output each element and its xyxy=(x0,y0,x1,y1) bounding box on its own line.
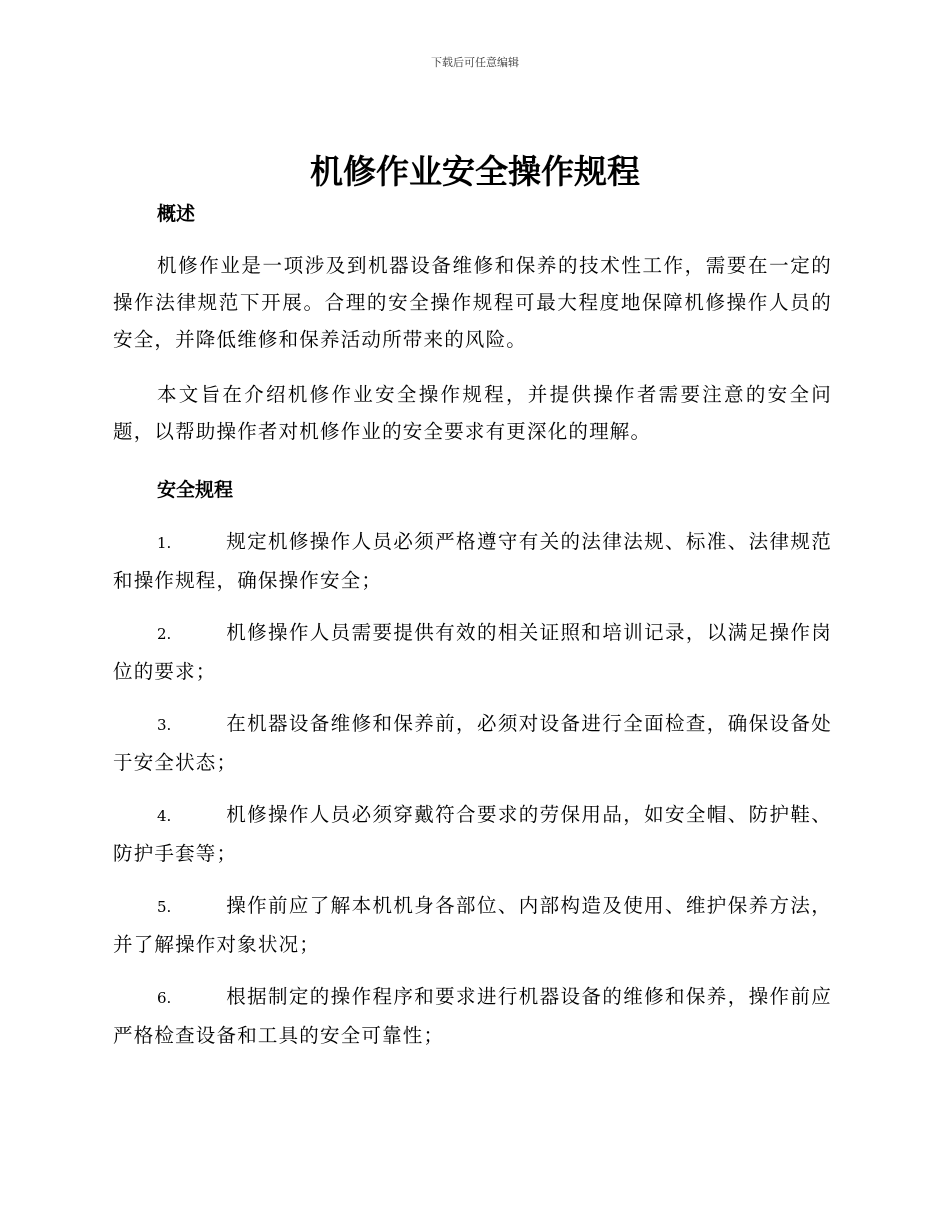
rule-item xyxy=(113,614,832,690)
document-body xyxy=(113,196,832,1069)
rule-number: 1. xyxy=(157,534,172,552)
rule-text: 机修操作人员需要提供有效的相关证照和培训记录，以满足操作岗位的要求； xyxy=(113,621,832,683)
rule-item xyxy=(113,978,832,1054)
rule-item xyxy=(113,796,832,872)
rule-text: 规定机修操作人员必须严格遵守有关的法律法规、标准、法律规范和操作规程，确保操作安全； xyxy=(113,530,832,592)
rule-number: 4. xyxy=(157,807,172,825)
rule-number: 6. xyxy=(157,989,172,1007)
rule-item xyxy=(113,887,832,963)
rules-heading: 安全规程 xyxy=(157,479,234,501)
rule-number: 5. xyxy=(157,898,172,916)
document-title: 机修作业安全操作规程 xyxy=(310,152,640,191)
rule-text: 根据制定的操作程序和要求进行机器设备的维修和保养，操作前应严格检查设备和工具的安全可靠性； xyxy=(113,985,832,1047)
overview-heading: 概述 xyxy=(157,203,196,225)
overview-paragraph-1: 机修作业是一项涉及到机器设备维修和保养的技术性工作，需要在一定的操作法律规范下开展。合理的安全操作规程可最大程度地保障机修操作人员的安全，并降低维修和保养活动所带来的风险。 xyxy=(113,254,832,351)
header-note: 下载后可任意编辑 xyxy=(431,56,519,69)
rule-text: 操作前应了解本机机身各部位、内部构造及使用、维护保养方法，并了解操作对象状况； xyxy=(113,894,832,956)
rules-list xyxy=(113,523,832,1054)
rule-number: 2. xyxy=(157,625,172,643)
rule-item xyxy=(113,523,832,599)
overview-paragraph-2: 本文旨在介绍机修作业安全操作规程，并提供操作者需要注意的安全问题，以帮助操作者对机修作业的安全要求有更深化的理解。 xyxy=(113,383,832,443)
rule-text: 机修操作人员必须穿戴符合要求的劳保用品，如安全帽、防护鞋、防护手套等； xyxy=(113,803,832,865)
rule-item xyxy=(113,705,832,781)
rule-number: 3. xyxy=(157,716,172,734)
rule-text: 在机器设备维修和保养前，必须对设备进行全面检查，确保设备处于安全状态； xyxy=(113,712,832,774)
